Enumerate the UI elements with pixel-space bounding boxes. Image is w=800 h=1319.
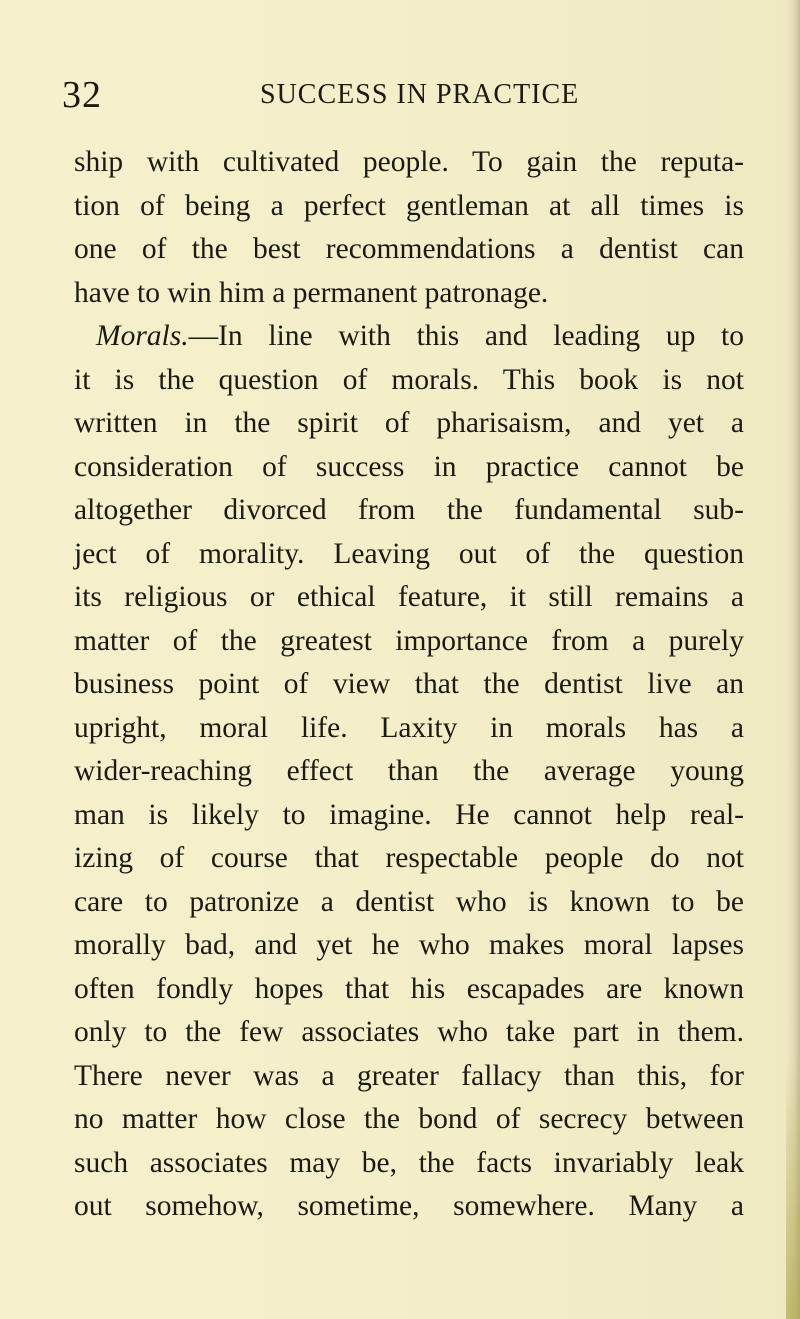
text-line: have to win him a permanent patronage.: [74, 276, 549, 309]
text-line: There never was a greater fallacy than this, for: [74, 1059, 744, 1092]
page-corner-stain: [786, 1059, 800, 1319]
text-line: altogether divorced from the fundamental sub-: [74, 494, 744, 526]
page-number: 32: [62, 74, 102, 116]
text-line: ject of morality. Leaving out of the question: [74, 537, 744, 570]
text-line: matter of the greatest importance from a purely: [74, 624, 744, 657]
text-line: man is likely to imagine. He cannot help real-: [74, 798, 744, 831]
text-line: no matter how close the bond of secrecy between: [74, 1103, 744, 1135]
text-line: one of the best recommendations a dentist can: [74, 233, 744, 265]
text-line: it is the question of morals. This book is not: [74, 363, 744, 396]
text-line: such associates may be, the facts invariably leak: [74, 1146, 744, 1179]
body-text: [74, 141, 744, 1229]
text-run: —In line with this and leading up to: [188, 320, 744, 352]
text-line: out somehow, sometime, somewhere. Many a: [74, 1190, 744, 1222]
text-line: consideration of success in practice cannot be: [74, 450, 744, 483]
text-line: wider-reaching effect than the average young: [74, 755, 744, 787]
text-line: upright, moral life. Laxity in morals has a: [74, 711, 744, 744]
text-line: tion of being a perfect gentleman at all times is: [74, 189, 744, 222]
text-line: izing of course that respectable people do not: [74, 842, 744, 874]
text-line: often fondly hopes that his escapades are known: [74, 972, 744, 1005]
running-head: SUCCESS IN PRACTICE: [260, 79, 580, 110]
text-line: business point of view that the dentist live an: [74, 668, 744, 700]
text-line: care to patronize a dentist who is known to be: [74, 885, 744, 918]
paragraph-morals-first-line: [74, 315, 744, 359]
text-line: its religious or ethical feature, it still remains a: [74, 581, 744, 613]
text-line: written in the spirit of pharisaism, and yet a: [74, 407, 744, 439]
page-header: [62, 68, 762, 118]
text-line: only to the few associates who take part in them.: [74, 1016, 744, 1048]
text-line: ship with cultivated people. To gain the reputa-: [74, 146, 744, 178]
text-line: morally bad, and yet he who makes moral lapses: [74, 929, 744, 961]
section-heading-morals: Morals.: [96, 320, 189, 352]
